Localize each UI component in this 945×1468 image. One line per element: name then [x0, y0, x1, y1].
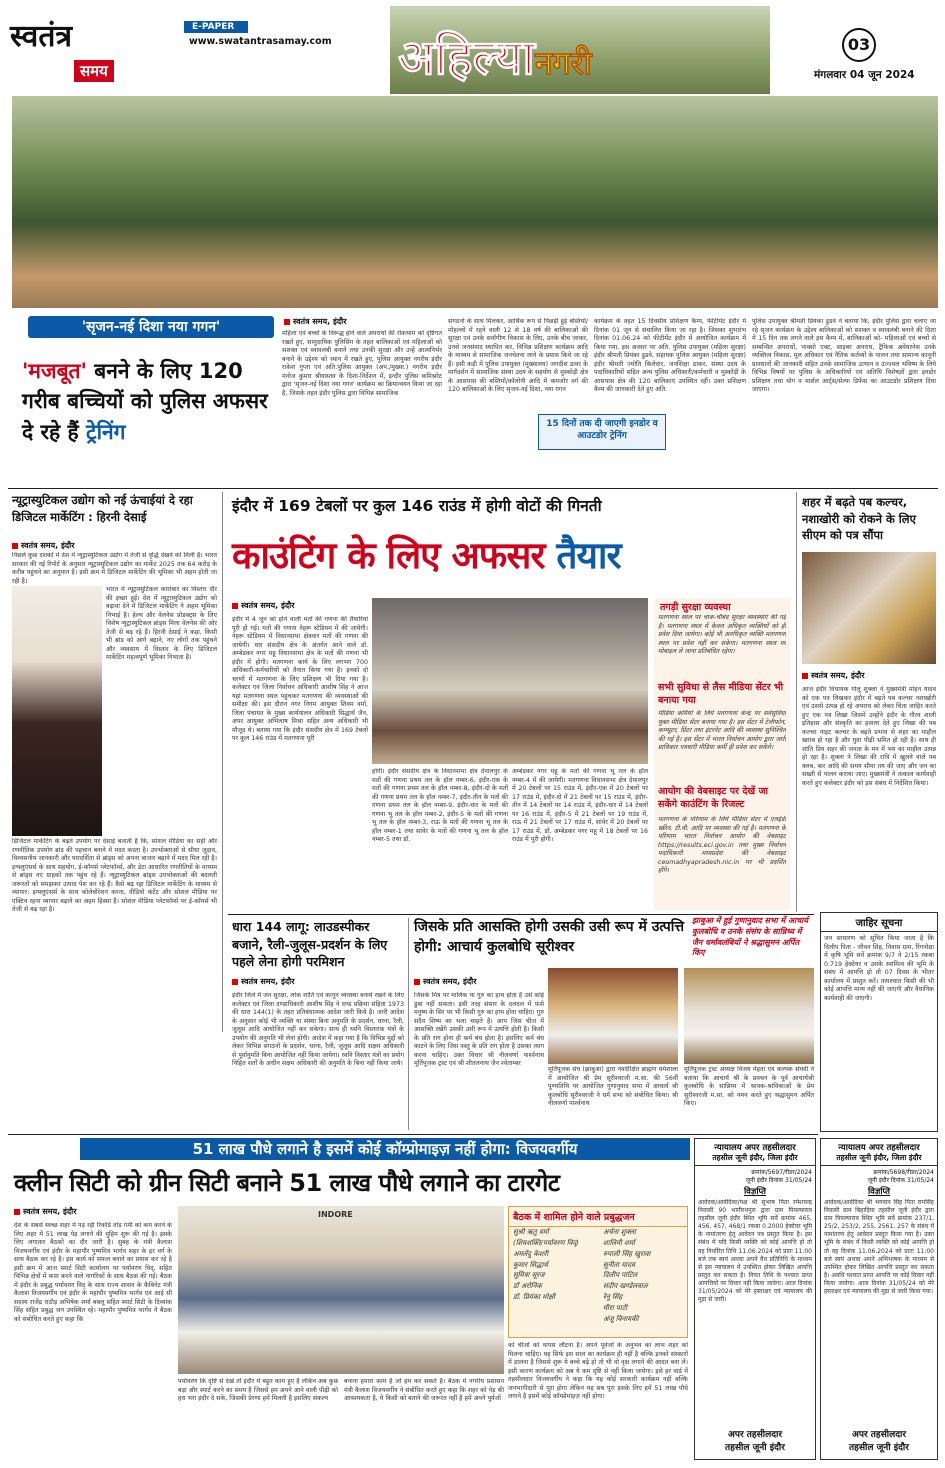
lead-highlight-box: 15 दिनों तक दी जाएगी इनडोर व आउटडोर ट्रेनिंग	[538, 414, 666, 450]
participant-name: कुमार सिद्धार्थ	[513, 1260, 548, 1269]
lead-headline-c: ट्रेनिंग	[85, 419, 126, 444]
section-title-b: नगरी	[534, 44, 592, 82]
green-col1: देश के सबसे स्वच्छ शहर में पड़ रही रिकॉर्ड तोड़ गर्मी को कम करने के लिए शहर में 51 लाख पेड़ लगाने की मुहिम शुरू की गई है। इसके लिए लगातार बैठकों का दौर जारी है। सुबह के मंत्री कैलाश विजयवर्गीय एवं इंदौर के महापौर पुष्यमित्र भार्गव शहर के हर वर्ग के साथ बैठक कर रहे है। इस कार्य को सफल बनाने का प्रयास कर रहे है इसी क्रम में आज स्मार्ट सिटी कार्यालय पर पर्यावरण विद्, सहित विभिन्न क्षेत्रों में काम करने वाले नागरिकों के साथ बैठक की गई। बैठक में इंदौर के प्रबुद्ध पर्यावरण विद् के साथ राज्य शासन के कैबिनेट मंत्री कैलाश विजयवर्गीय एवं इंदौर के महापौर पुष्यमित्र भार्गव एवं आई सी सदस्य राजेंद्र राठौड़ अभिषेक शर्मा बबलू सहित स्मार्ट सिटी के दिव्यांक सिंह सहित प्रबुद्ध जन उपस्थित रहे। महापौर पुष्यमित्र भार्गव ने बैठक को संबोधित करते हुए कहा कि	[14, 1222, 172, 1323]
participant-name: सुनीता यादव	[603, 1260, 635, 1269]
byline-marker-icon	[232, 979, 238, 985]
cm-letter-photo	[802, 552, 936, 664]
ad-title: विज्ञप्ति	[743, 1187, 767, 1197]
ad-date: जूनी इंदौर दिनांक 31/05/24	[867, 1177, 934, 1184]
lead-kicker: 'सृजन-नई दिशा नया गगन'	[28, 316, 274, 338]
counting-sidebar	[654, 598, 790, 910]
media-center-heading: सभी सुविधा से लैस मीडिया सेंटर भी बनाया गया	[658, 682, 784, 706]
security-heading: तगड़ी सुरक्षा व्यवस्था	[660, 602, 731, 613]
counting-hall-photo	[372, 598, 648, 764]
security-text: मतगणना स्थल पर चाक-चौबंद सुरक्षा व्यवस्थाएं की गई है। मतगणना स्थल में केवल अधिकृत व्यक्तियों को ही प्रवेश दिया जायेगा। कोई भी अनधिकृत व्यक्ति मतगणना स्थल पर प्रवेश नहीं कर सकेगा। मतगणना स्थल पर मोबाइल ले जाना प्रतिबंधित रहेगा।	[658, 614, 786, 655]
participant-name: संदीप खण्डेलवाल	[603, 1282, 648, 1291]
right-body: आज इंदौर विधायक गोलू शुक्ला ने मुख्यमंत्री मोहन यादव को एक पत्र लिखकर इंदौर में बढ़ते पब कल्चर नशाखोरी एवं उससे उत्पन्न हो रहे अपराध को लेकर चिंता जाहिर करते हुए एक पत्र लिखा जिसमें उन्होंने इंदौर के गौरव शाली इतिहास और संस्कृति का हवाला देते हुए लिखा की पब कल्चर नाइट कल्चर के बढ़ते प्रभाव से शहर का माहौल खराब हो रहा है और युवा पीढ़ी भ्रमित हो रही है। साथ ही शांति प्रिय शहर की जनता के मन में भय का माहौल उत्पन्न हो रहा है। शुक्ला ने लिखा की रात्रि में खुलने वाले पब क्लब, बार आदि की समय सीमा तय की जाए और जन का सख्ती से पालन कराया जाए। मुख्यमंत्री ने तत्काल कार्यवाही करते हुए कलेक्टर इंदौर को इस संबंध में निर्देशित किया।	[802, 686, 936, 787]
left-byline: स्वतंत्र समय, इंदौर	[12, 540, 75, 551]
issue-date: मंगलवार 04 जून 2024	[814, 69, 915, 81]
byline-marker-icon	[232, 603, 238, 609]
logo-top: स्वतंत्र	[10, 19, 73, 54]
byline-marker-icon	[414, 979, 420, 985]
green-headline: क्लीन सिटी को ग्रीन सिटी बनाने 51 लाख पौधे लगाने का टारगेट	[14, 1169, 560, 1197]
sec144-headline: धारा 144 लागू: लाउडस्पीकर बजाने, रैली-जुलूस-प्रदर्शन के लिए पहले लेना होगी परमिशन	[232, 919, 388, 969]
lead-col3: कार्यक्रम के तहत 15 दिवसीय प्रशिक्षण कैम्प, फीटीमेंट इंदौर में दिनांक 01 जून से संचालित किया जा रहा है। जिसका शुभारंभ दिनांक 01.06.24 को फीटीमेंट इंदौर में आयोजित कार्यक्रम में किया गया, इस अवसर पर अति. पुलिस उपायुक्त (महिला सुरक्षा) इंदौर श्रीमती प्रियंका डुडवे, सहायक पुलिस आयुक्त (महिला सुरक्षा) इंदौर श्रीमती ज्योति किलेदार, जनशिक्षा ठाकर, संस्था उदय के पदाधिकारियों सहित अन्य पुलिस अधिकारी/कर्मचारी व मुस्कोड़ी के आसपास क्षेत्र की 120 बालिकाएं उपस्थित रहीं। उक्त प्रशिक्षण कैम्प की जानकारी देते हुए अति.	[594, 318, 746, 393]
photo-label: INDORE	[318, 1210, 353, 1219]
lead-col4: पुलिस उपायुक्त श्रीमती प्रियंका डुडवे ने बताया कि, इंदौर पुलिस द्वारा चलाए जा रहे सृजन कार्यक्रम के उद्देश्य बालिकाओं को सशक्त व स्वावलंबी बनाने की दिशा में 15 दिन तक लगने वाले इस कैम्प में, बालिकाओं को- महिलाओं एवं बच्चों से सम्बन्धित अपराधों, पाक्सो एक्ट, साइबर अपराध, ट्रैफिक अवेयरनेस उनके व्यक्तित्व विकास, मूल अधिकार एवं नैतिक कर्तव्यों के पालन तथा सामान्य कानूनी प्रावधानों की जानकारी सहित उनके सामाजिक उत्थान व उज्ज्वल भविष्य के लिये विभिन्न विषयों पर पुलिस के अधिकारियों एवं अतिथि विशेषज्ञों द्वारा इनडोर प्रशिक्षण तथा योग व मार्शल आर्ट्स/सेल्फ डिफेंस का आउटडोर प्रशिक्षण दिया जाएगा।	[752, 318, 936, 393]
right-byline: स्वतंत्र समय, इंदौर	[802, 670, 865, 681]
lead-col1: महिला एवं बच्चों के विरूद्ध होने वाले अपराधों की रोकथाम को दृष्टिगत रखते हुए, सामुदायिक पुलिसिंग के तहत बालिकाओं एवं महिलाओं को सशक्त एवं स्वावलंबी बनाने तथा उनकी सुरक्षा और उन्हें आत्मनिर्भर बनाने के उद्देश्य को ध्यान में रखते हुए, पुलिस आयुक्त नगरीय इंदौर राकेश गुप्ता एवं अति.पुलिस आयुक्त (अप./मुख्या.) नगरीय इंदौर मनोज कुमार श्रीवास्तव के दिशा-निर्देशन में, इन्दौर पुलिस कमिश्नरेट द्वारा 'सृजन-नई दिशा नया गगन' कार्यक्रम का क्रियान्वयन किया जा रहा है, जिसके तहत इंदौर पुलिस द्वारा विभिन्न सामाजिक	[282, 330, 442, 397]
ad-signature-2: तहसील जूनी इंदौर	[725, 1443, 785, 1453]
right-headline: शहर में बढ़ते पब कल्चर, नशाखोरी को रोकने के लिए सीएम को पत्र सौंपा	[802, 495, 916, 543]
green-meeting-photo	[178, 1206, 504, 1374]
lead-headline	[22, 356, 274, 447]
counting-col2: होगी। इंदौर संसदीय क्षेत्र के विधानसभा क्षेत्र देपालपुर के मतों की गणना प्रथम तल के हॉल नम्बर-6, इंदौर-एक के मतों की गणना प्रथम तल के हॉल नम्बर-8, इंदौर-दो के मतों की गणना प्रथम तल के हॉल नम्बर-7, इंदौर-तीन के मतों की गणना प्रथम तल के हॉल नम्बर-9, इंदौर-चार के मतों की गणना भू तल के हॉल नम्बर-2, इंदौर-5 के मतों की गणना भू तल के हॉल नम्बर-3, राऊ के मतों की गणना भू तल के हॉल नम्बर-1 तथा सांवेर के मतों की गणना भू तल के हॉल नम्बर-5 तथा डॉ.	[372, 768, 508, 843]
green-byline: स्वतंत्र समय, इंदौर	[14, 1206, 77, 1217]
jhabua-caption-2: मूर्तिपूजक ट्रस्ट अध्यक्ष विजय मेहता एवं कल्पक संघवी ने बताया कि आचार्य श्री के प्रवचन के पूर्व आचार्यश्री कुलबोधि के सान्निध्य में श्रावक-श्राविकाओं के प्रेम सूरीश्वरजी म.सा. को नमन करते हुए श्रद्धासुमन अर्पित किए।	[684, 1066, 814, 1107]
left-body-1: पिछले कुछ दशकों में देश में न्यूट्रास्युटिकल उद्योग में तेजी से वृद्धि देखने को मिली है। भारत सरकार की नई रिपोर्ट के अनुसार न्यूट्रास्युटिकल उद्योग का मार्केट 2025 तक 64 करोड़ के करीब पहुंचने का अनुमान है। इसी क्रम में डिजिटल मार्केटिंग की भूमिका भी अहम होती जा रही है।	[12, 552, 217, 584]
jhabua-heading: झाबुआ में हुई गुणानुवाद सभा में आचार्य कुलबोधि व उनके संसंघ के सान्निध्य में जैन धर्मावलंबियों ने श्रद्धासुमन अर्पित किए	[692, 916, 808, 958]
ad-case-number: क्रमांक/5697/रीडर/2024	[751, 1169, 812, 1176]
jain-ceremony-photo-2	[684, 968, 814, 1064]
participants-list-1	[513, 1227, 599, 1303]
ad-date: जूनी इंदौर दिनांक 31/05/24	[745, 1177, 812, 1184]
public-notice	[820, 912, 938, 1132]
participant-name: डॉ अरोनिक	[513, 1282, 542, 1291]
ad-body: आवेदक/आवेदिका/पक्ष श्री सुभाष पिता रमेशचन्द्र निवासी 90 भागीरथपुरा द्वारा ग्राम पिपल्याराव तहसील जूनी इंदौर स्थित भूमि सर्वे क्रमांक 465, 456, 457, 468/1 रकबा 0.2000 हेक्टेयर भूमि के नामांतरण हेतु आवेदन पत्र प्रस्तुत किया है। इस संबंध में यदि किसी व्यक्ति को कोई आपत्ति हो तो वह निर्धारित तिथि 11.06.2024 को प्रातः 11:00 बजे तक स्वयं अथवा अपने वैध प्रतिनिधि के माध्यम से इस न्यायालय में उपस्थित होकर लिखित आपत्ति प्रस्तुत कर सकता है। नियत तिथि के पश्चात प्राप्त आपत्तियों पर विचार नहीं किया जावेगा। आज दिनांक 31/05/2024 को मेरे हस्ताक्षर एवं न्यायालय की मुद्रा से जारी।	[698, 1199, 812, 1304]
court-notice-1	[694, 1138, 816, 1460]
divider-top	[8, 488, 938, 489]
participant-name: सुमित्रा सूरज	[513, 1271, 545, 1280]
participant-name: मीरा पाटी	[603, 1303, 628, 1312]
notice-heading: जाहिर सूचना	[821, 913, 937, 932]
results-text: मतगणना के परिणाम के लिये मीडिया सेंटर में एलईडी स्क्रीन, टी.वी. आदि पर व्यवस्था की गई है। मतगणना के परिणाम भारत निर्वाचन आयोग की वेबसाइट https://results.eci.gov.in तथा मुख्य निर्वाचन पदाधिकारी मध्यप्रदेश की वेबसाइट ceomadhyapradesh.nic.in पर भी प्रदर्शित होंगे।	[658, 816, 786, 874]
jain-ceremony-photo-1	[548, 968, 678, 1064]
counting-byline: स्वतंत्र समय, इंदौर	[232, 600, 295, 611]
ad-signature-1: अपर तहसीलदार	[851, 1430, 907, 1440]
ad-signature-1: अपर तहसीलदार	[727, 1430, 783, 1440]
ad-signature-2: तहसील जूनी इंदौर	[849, 1443, 909, 1453]
participants-heading: बैठक में शामिल होने वाले प्रबुद्धजन	[509, 1207, 687, 1227]
participant-name: सुश्री ऋतु वर्मा	[513, 1228, 549, 1236]
divider-bottom	[8, 1134, 818, 1135]
section-title	[398, 24, 592, 89]
acharya-byline: स्वतंत्र समय, इंदौर	[414, 976, 477, 987]
ad-court-place: तहसील जूनी इंदौर, जिला इंदौर	[821, 1153, 937, 1166]
court-notice-2	[820, 1138, 938, 1460]
byline-marker-icon	[284, 319, 290, 325]
logo-bottom: समय	[74, 60, 114, 82]
participant-name: डॉ. प्रियंका मोक्षी	[513, 1293, 556, 1302]
page-number: 03	[842, 28, 876, 62]
green-col3: बनाना हमारा काम है जो हम कर सकते है। बैठक में नगरीय प्रशासन मंत्री कैलाश विजयवर्गीय ने संबोधित करते हुए कहा कि शहर को पेड़ की आवश्यकता है, ये किसी को बताने की जरूरत नहीं है हमें अपने पूर्वजों	[344, 1378, 504, 1402]
green-col2: पर्यावरण कि दृष्टि से देखे तो इंदौर में बहुत काम हुए है लेकिन अब कुछ बड़ा और स्मार्ट करने का समय है जिससे हम अपने आने वाली पीढ़ी को हरा भरा इंदौर दे सके, जिसकी प्रेरणा हमें मिलती है इसलिए संकल्प	[178, 1378, 338, 1402]
counting-headline-b: तैयार	[556, 534, 621, 577]
divider-sec144	[408, 918, 409, 1130]
sec144-byline: स्वतंत्र समय, इंदौर	[232, 976, 295, 987]
participant-name: अंजू विनायकी	[603, 1314, 639, 1323]
participant-name: अर्चना शुक्ला	[603, 1228, 636, 1236]
lead-byline: स्वतंत्र समय, इंदौर	[284, 316, 347, 327]
green-col4: को चीजों को वापस लौटना है। अपने पूर्वजों के अनुभव का लाभ शहर को मिलना चाहिए। यह सिर्फ इस साल का कार्यक्रम ही नहीं है बल्कि इनको संस्कारों में डालना है जिससे शुरू ये बच्चे बढ़े हो तो भी वो वृक्ष लगाने की आदत बना लें। इसी कारण कार्यक्रम को अब ये कम दृष्टि से नहीं किया जायेगा। इसे हर वार्ड में तहसीलदार विजयवर्गीय ने कहा कि यह कोई सरकारी कार्यक्रम नहीं बल्कि जनभागीदारी से पूरा होगा लेकिन यह सब पूरा इसके लिए हमें 51 लाख पौधे लगाने है इसमें कोई कॉम्प्रोमाइज़ नहीं होगा।	[508, 1342, 688, 1400]
byline-marker-icon	[12, 543, 18, 549]
ad-case-number: क्रमांक/5698/रीडर/2024	[873, 1169, 934, 1176]
lead-headline-a: 'मजबूत'	[22, 359, 87, 383]
ad-court-name: न्यायालय अपर तहसीलदार	[838, 1143, 920, 1153]
divider-mid	[228, 914, 814, 915]
lead-col2: संगठनों के साथ मिलकर, आर्थिक रूप से पिछड़ी हुई बस्तियों/मोहल्लों में रहने वाली 12 से 18 वर्ष की बालिकाओं की सुरक्षा एवं उनके सर्वांगीण विकास के लिए, उनके बीच जाकर, उनसे जनसंवाद स्थापित कर, विभिन्न प्रशिक्षण कार्यक्रम आदि के माध्यम से सामाजिक जनचेतना लाने के प्रयास किये जा रहे हैं। इसी कड़ी में पुलिस उपायुक्त (मुख्यालय) जगदीश डावर के मार्गदर्शन में सामाजिक संस्था उदय के सहयोग से मुस्कोड़ी क्षेत्र के आसपास की बस्तियों/कॉलोनी आदि में कमजोर वर्ग की 120 बालिकाओं के लिए सृजन-नई दिशा, नया गगन	[448, 318, 588, 393]
acharya-body: जिसके मित्र पर मालिक या गुरु का हाथ होता है उसे कोई डुबा नहीं सकता। इसी तरह संसार के दलदल में फंसे मनुष्य के सिर पर भी किसी गुरु का हाथ होना चाहिए। गुरु सदैव शिष्य का भला चाहते है। आप जिस चीज में आसक्ति रखेंगे उसकी उसी रूप में उत्पत्ति होती है। किसी के प्रति राग होना ही कर्म बंध होता है। इसलिए कर्म बंध काटने के लिए जिस वस्तु के प्रति राग होता है उसका त्याग करना चाहिए। उक्त विचार श्री नीलवर्णा पार्श्वनाथ मूर्तिपूजक ट्रस्ट एवं श्री शीतलनाथ जैन श्वेताम्बर	[414, 992, 544, 1067]
counting-col3: अम्बेडकर नगर महू के मतों की गणना भू तल के हॉल नम्बर-4 में की जायेगी। मतगणना विधानसभा क्षेत्र देपालपुर में 20 टेबलों पर 15 राउंड में, इंदौर-एक में 20 टेबलों पर 17 राउंड में, इंदौर-दो में 21 टेबलों पर 15 राउंड में, इंदौर-तीन में 14 टेबलों पर 14 राउंड में, इंदौर-चार में 14 टेबलों पर 16 राउंड में, इंदौर-5 में 21 टेबलों पर 19 राउंड में, राऊ में 21 टेबलों पर 17 राउंड में, सांवेर में 20 टेबलों पर 17 राउंड में, डॉ. अम्बेडकर नगर महू में 18 टेबलों पर 16 राउंड में पूरी होगी।	[512, 768, 648, 843]
participant-name: दिलीप पाटिल	[603, 1271, 638, 1280]
participant-name: शालिनी शर्मा	[603, 1238, 635, 1247]
left-body-2: भारत में न्यूट्रास्युटिकल कारोबार का विस्तार दौर की इच्छा हुई। देश में न्यूट्रास्युटिकल उद्योग को बढ़ावा देने में डिजिटल मार्केटिंग ने अहम भूमिका निभाई है। हेल्थ और वेलनेस प्रोडक्ट्स के लिए विशेष न्यूट्रास्युटिकल ब्रांड्स मिला वेलनेस की ओर तेजी से बढ़ रहे हैं। हिरनी देसाई ने कहा, किसी भी ब्रांड को आगे बढ़ाने, नए लोगों तक पहुंचने और व्यवसाय में विस्तार के लिए डिजिटल मार्केटिंग महत्वपूर्ण भूमिका निभाता है।	[106, 586, 217, 661]
section-title-a: अहिल्या	[398, 30, 535, 86]
byline-marker-icon	[802, 673, 808, 679]
ad-court-name: न्यायालय अपर तहसीलदार	[714, 1143, 796, 1153]
byline-marker-icon	[14, 1209, 20, 1215]
hirni-desai-photo	[12, 586, 102, 836]
ad-body: आवेदक/आवेदिका श्री भगवान सिंह पिता रामसिंह निवासी ग्राम बिहाड़िया तहसील जूनी इंदौर द्वारा ग्राम पिपल्याराव स्थित भूमि सर्वे क्रमांक 237/1, 25/2, 253/2, 255, 2561, 257 के संबंध में नामांतरण हेतु आवेदन प्रस्तुत किया गया है। उक्त भूमि के संबंध में किसी व्यक्ति को कोई आपत्ति हो तो वह दिनांक 11.06.2024 को प्रातः 11:00 बजे स्वयं अथवा अपने अभिभाषक के माध्यम से उपस्थित होकर लिखित आपत्ति प्रस्तुत कर सकता है। अवधि पश्चात प्राप्त आपत्ति पर कोई विचार नहीं किया जावेगा। आज दिनांक 31/05/24 को मेरे हस्ताक्षर एवं न्यायालय की मुद्रा से जारी किया गया।	[824, 1199, 934, 1296]
notice-text: जन साधारण को सूचित किया जाता है कि दिलीप पिता - जीवन सिंह, निवास ग्राम, रिंगनोद्या में कृषि भूमि सर्वे क्रमांक 9/7 ने 2/15 रकबा 0.719 हेक्टेयर व उसके स्वामित्व की भूमि के संबंध में आपत्ति हो तो 07 दिवस के भीतर कार्यालय में प्रस्तुत करें। तत्पश्चात किसी की भी कोई आपत्ति मान्य नहीं की जाएगी और वैधानिक कार्यवाही की जाएगी।	[824, 935, 934, 1002]
epaper-label: E-PAPER	[184, 21, 248, 33]
participant-name: रेनू सिंह	[603, 1293, 623, 1302]
lead-headline-b: बनने के लिए 120 गरीब बच्चियों को पुलिस अफसर दे रहे हैं	[22, 359, 268, 444]
ad-title: विज्ञप्ति	[867, 1187, 891, 1197]
divider-left	[222, 492, 223, 1032]
green-banner: 51 लाख पौधे लगाने है इसमें कोई कॉम्प्रोमाइज़ नहीं होगा: विजयवर्गीय	[80, 1138, 690, 1160]
participant-name: (शिवशक्ति/पर्यावरण विद्)	[513, 1238, 579, 1247]
counting-headline-a: काउंटिंग के लिए अफसर	[232, 534, 557, 577]
participant-name: अमलेंदु केशरी	[513, 1249, 549, 1258]
participants-list-2	[603, 1227, 687, 1325]
counting-col1: इंदौर में 4 जून को होने वाली मतों की गणना की तैयारियां पूरी हो गई। मतों की गणना नेहरू स्टेडियम में की जायेगी। नेहरू स्टेडियम में विधानसभा क्षेत्रवार मतों की गणना की जायेगी। धार संसदीय क्षेत्र के अंतर्गत आने वाले डॉ. अम्बेडकर नगर महू विधानसभा क्षेत्र के मतों की गणना भी इंदौर में होगी। मतगणना कार्य के लिए लगभग 700 अधिकारी-कर्मचारियों को तैनात किया गया है। इनको दो चरणों में मतगणना के लिए प्रशिक्षण भी दिया गया है। कलेक्टर एवं जिला निर्वाचन अधिकारी आशीष सिंह ने आज यहां मतगणना स्थल पहुंचकर मतगणना की व्यवस्थाओं की समीक्षा की। इस दौरान नगर निगम आयुक्त शिवम वर्मा, जिला पंचायत के मुख्य कार्यपालन अधिकारी सिद्धार्थ जैन, अपर आयुक्त अभिलाष मिश्रा सहित अन्य अधिकारी भी मौजूद थे। बताया गया कि इंदौर संसदीय क्षेत्र में 169 टेबलों पर कुल 146 राउंड में मतगणना पूरी	[232, 616, 368, 742]
participant-name: रुपाली सिंह खुरावा	[603, 1249, 651, 1258]
divider-right	[796, 492, 797, 912]
left-body-3: डिजिटल मार्केटिंग के बढ़ते उपयोग पर देसाई बताती हैं कि, सोशल मीडिया का सही और रणनीतिक उपयोग ब्रांड की पहचान बनाने में मदद करता है। उपभोक्ताओं से सीधा जुड़ाव, विश्वसनीय जानकारी और पारदर्शिता से ब्रांड्स को अपना बाजार बढ़ाने में मदद मिल रही है। इन्फ्लुएंसर्स के साथ सहयोग, ई-कॉमर्स प्लेटफॉर्म्स, और डेटा आधारित रणनीतियों के माध्यम से ब्रांड्स नए ग्राहकों तक पहुंच रहे हैं। न्यूट्रास्युटिकल ब्रांड्स उपभोक्ताओं की बदलती जरूरतों को समझकर उत्पाद पेश कर रहे हैं। कैसे बढ़ रहा डिजिटल मार्केटिंग के माध्यम से व्यापार: इन्फ्लुएंसर्स के साथ कोलेबोरेशन करना, वीडियो कंटेंट और सोशल मीडिया पर एक्टिव रहना व्यापार बढ़ाने का अहम हिस्सा है। सोशल मीडिया प्लेटफॉर्म्स पर ई-कॉमर्स भी तेजी से बढ़ रहा है।	[12, 838, 217, 913]
ad-court-place: तहसील जूनी इंदौर, जिला इंदौर	[695, 1153, 815, 1166]
sec144-body: इंदौर जिले में जन सुरक्षा, लोक शांति एवं कानून व्यवस्था बनाये रखने के लिए कलेक्टर एवं जिला दण्डाधिकारी आशीष सिंह ने दण्ड प्रक्रिया संहिता 1973 की धारा 144(1) के तहत प्रतिबंधात्मक आदेश जारी किये है। जारी आदेश के अनुसार कोई भी व्यक्ति या संस्था बिना अनुमति के प्रदर्शन, धरना, रैली, जुलूस आदि आयोजित नहीं कर सकेगा। साथ ही ध्वनि विस्तारक यंत्रों के उपयोग की अनुमति भी लेना होगी। आदेश में कहा गया है कि विभिन्न मुद्दों को लेकर विभिन्न संगठनों के प्रदर्शन, धरना, रैली, जुलूस आदि सक्षम अधिकारी से पूर्वानुमति बिना आयोजित नहीं किया जायेगा। ध्वनि विस्तार यंत्रों का प्रयोग निहित शर्तों के अधीन सक्षम अधिकारी की अनुमति के बिना नहीं किया जाये।	[232, 992, 404, 1067]
masthead	[8, 6, 938, 96]
counting-kicker: इंदौर में 169 टेबलों पर कुल 146 राउंड में होगी वोटों की गिनती	[232, 497, 602, 515]
participants-box	[508, 1206, 688, 1338]
media-center-text: मीडिया कर्मियों के लिये मतगणना केन्द्र पर सर्वसुविधा युक्त मीडिया सेंटर बनाया गया है। इस सेंटर में टेलीफोन, कम्प्यूटर, प्रिंटर तथा इंटरनेट आदि की व्यवस्था सुनिश्चित की गई है। इस सेंटर में भारत निर्वाचन आयोग द्वारा जारी प्राधिकार पत्रधारी मीडिया कर्मी ही प्रवेश कर सकेंगे।	[658, 710, 786, 751]
lead-group-photo	[12, 96, 938, 308]
acharya-headline: जिसके प्रति आसक्ति होगी उसकी उसी रूप में उत्पत्ति होगी: आचार्य कुलबोधि सूरीश्वर	[414, 919, 685, 955]
jhabua-caption-1: मूर्तिपूजक संघ (झाबुआ) द्वारा नवदीक्षित ब्राह्मण धर्मशाला में आयोजित श्री प्रेम सूरीश्वरजी म.सा. की 56वीं पुण्यतिथि पर आयोजित गुणानुवाद सभा में आचार्य श्री कुलबोधि सूरीश्वरजी ने धर्म सभा को संबोधित किया। श्री नीलवर्णा पार्श्वनाथ	[548, 1066, 678, 1107]
results-heading: आयोग की वेबसाइट पर देखें जा सकेंगे काउंटिंग के रिजल्ट	[658, 786, 768, 810]
left-headline: न्यूट्रास्युटिकल उद्योग को नई ऊंचाईयां दे रहा डिजिटल मार्केटिंग : हिरनी देसाई	[12, 493, 193, 525]
counting-headline	[232, 528, 792, 579]
site-url[interactable]: www.swatantrasamay.com	[189, 36, 332, 47]
